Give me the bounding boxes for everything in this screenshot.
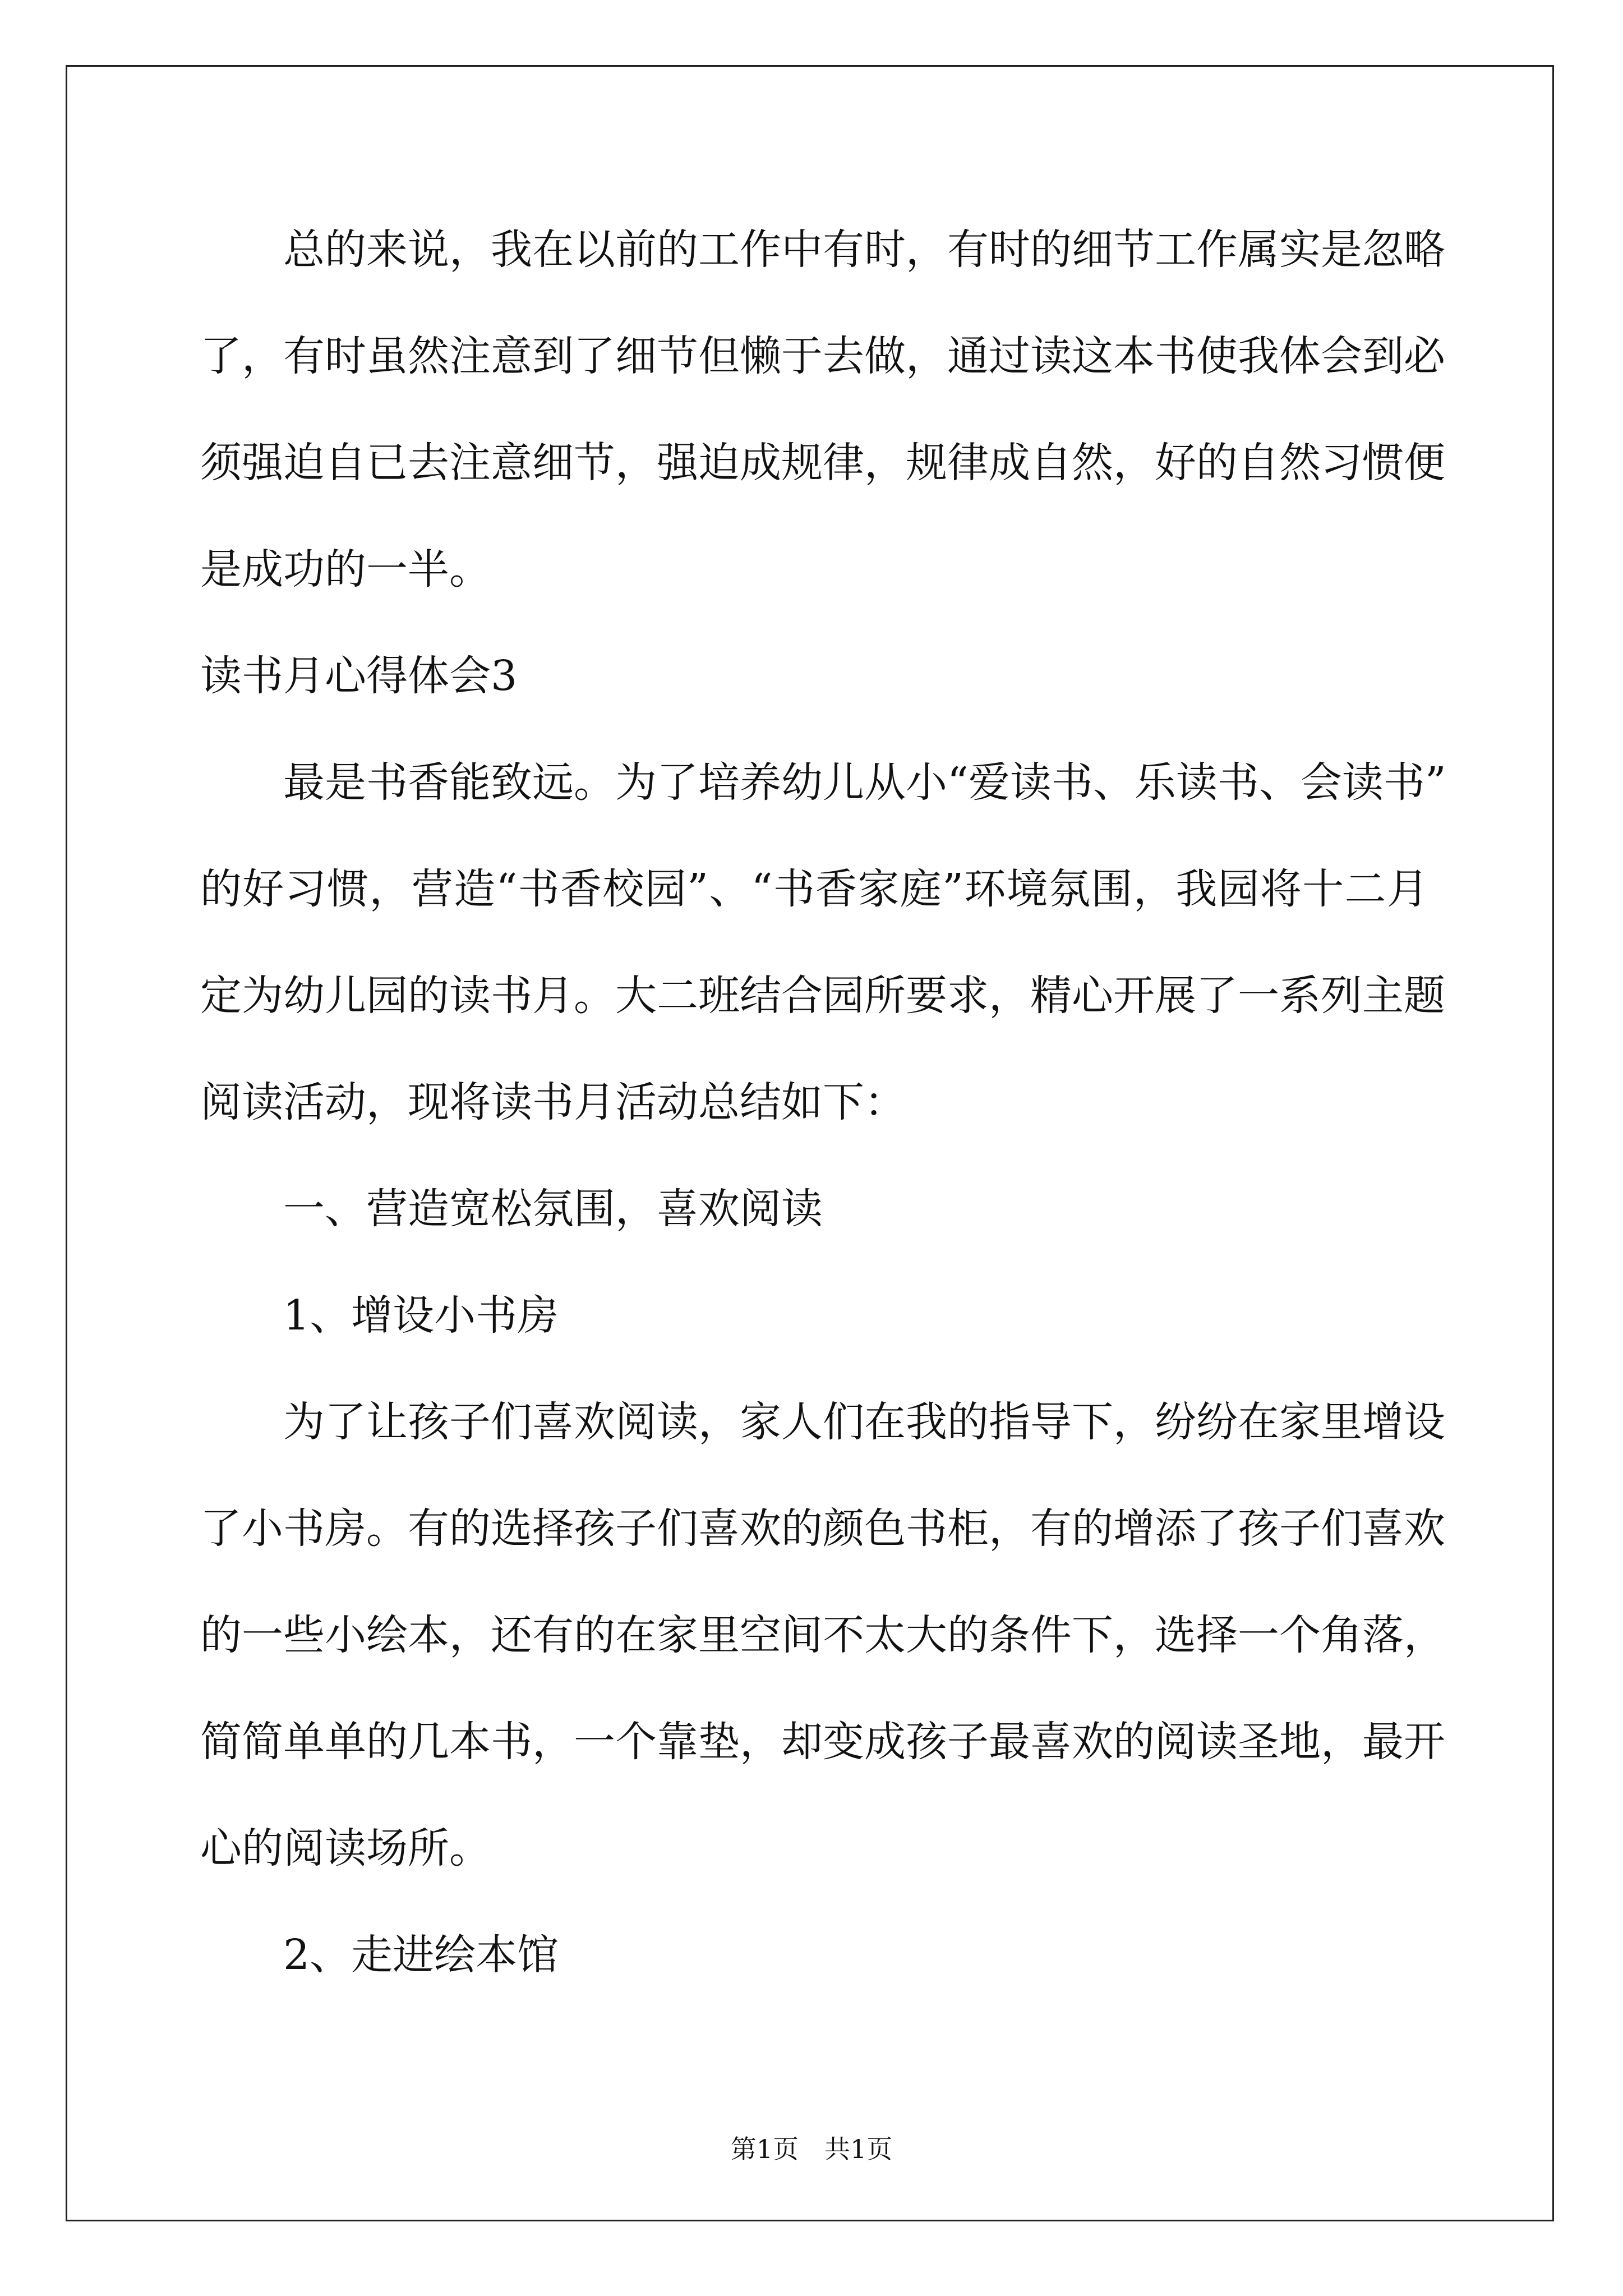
subheading: 2、走进绘本馆 (283, 1931, 559, 1979)
paragraph-line: 定为幼儿园的读书月。大二班结合园所要求，精心开展了一系列主题 (200, 972, 1445, 1020)
paragraph-line: 心的阅读场所。 (200, 1824, 491, 1872)
paragraph-line: 的一些小绘本，还有的在家里空间不太大的条件下，选择一个角落， (200, 1611, 1445, 1659)
page-number-footer: 第1页 共1页 (730, 2134, 893, 2164)
paragraph-line: 阅读活动，现将读书月活动总结如下： (200, 1078, 906, 1126)
section-heading: 读书月心得体会3 (200, 652, 518, 700)
subheading: 1、增设小书房 (283, 1291, 559, 1340)
paragraph-line: 的好习惯，营造“书香校园”、“书香家庭”环境氛围，我园将十二月 (200, 865, 1428, 913)
paragraph-line: 简简单单的几本书，一个靠垫，却变成孩子最喜欢的阅读圣地，最开 (200, 1718, 1445, 1766)
page-border (66, 65, 1554, 2221)
paragraph-line: 为了让孩子们喜欢阅读，家人们在我的指导下，纷纷在家里增设 (283, 1398, 1445, 1446)
paragraph-line: 了小书房。有的选择孩子们喜欢的颜色书柜，有的增添了孩子们喜欢 (200, 1504, 1445, 1553)
subheading: 一、营造宽松氛围，喜欢阅读 (283, 1185, 823, 1233)
paragraph-line: 了，有时虽然注意到了细节但懒于去做，通过读这本书使我体会到必 (200, 332, 1445, 380)
paragraph-line: 最是书香能致远。为了培养幼儿从小“爱读书、乐读书、会读书” (283, 758, 1446, 807)
paragraph-line: 须强迫自已去注意细节，强迫成规律，规律成自然，好的自然习惯便 (200, 439, 1445, 487)
paragraph-line: 是成功的一半。 (200, 545, 491, 593)
paragraph-line: 总的来说，我在以前的工作中有时，有时的细节工作属实是忽略 (283, 226, 1445, 274)
